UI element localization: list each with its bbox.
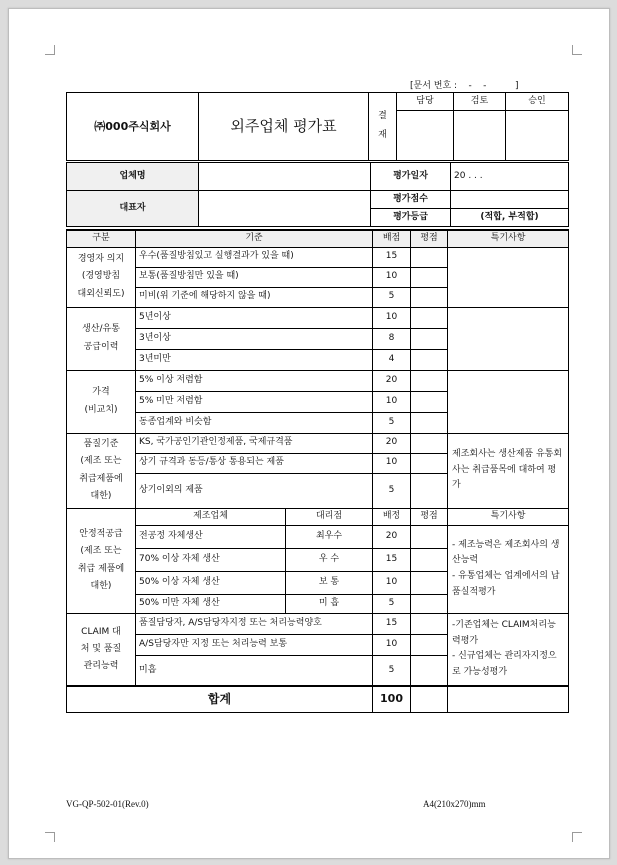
section-label: 경영자 의지 (경영방침 대외신뢰도) xyxy=(67,247,136,307)
criteria-cell: 3년미만 xyxy=(136,349,373,370)
section-label: 안정적공급 (제조 또는 취급 제품에 대한) xyxy=(67,508,136,613)
points-cell: 5 xyxy=(373,287,411,307)
remarks-input[interactable] xyxy=(448,370,569,433)
points-cell: 20 xyxy=(373,525,411,548)
header-table xyxy=(66,92,569,161)
score-input[interactable] xyxy=(411,287,448,307)
criteria-cell: 상기 규격과 동등/통상 통용되는 제품 xyxy=(136,453,373,473)
grade-field[interactable]: (적합, 부적합) xyxy=(451,209,569,227)
remarks-note: 제조회사는 생산제품 유통회사는 취급품목에 대하여 평가 xyxy=(448,433,569,508)
score-input[interactable] xyxy=(411,634,448,655)
sign-box-approve[interactable] xyxy=(506,111,569,161)
maker-cell: 50% 이상 자체 생산 xyxy=(136,571,286,594)
score-input[interactable] xyxy=(411,613,448,634)
remarks-input[interactable] xyxy=(448,247,569,307)
criteria-cell: 우수(품질방침있고 실행결과가 있을 때) xyxy=(136,247,373,267)
points-cell: 5 xyxy=(373,594,411,613)
criteria-cell: 5% 미만 저렴함 xyxy=(136,391,373,412)
form-title: 외주업체 평가표 xyxy=(199,93,369,161)
sub-header-score: 평점 xyxy=(411,508,448,525)
score-input[interactable] xyxy=(411,391,448,412)
date-field[interactable]: 20 . . . xyxy=(451,163,569,191)
corner-mark xyxy=(572,832,582,842)
sign-box-staff[interactable] xyxy=(397,111,454,161)
col-criteria: 기준 xyxy=(136,230,373,247)
col-remarks: 특기사항 xyxy=(448,230,569,247)
points-cell: 5 xyxy=(373,412,411,433)
points-cell: 15 xyxy=(373,247,411,267)
score-input[interactable] xyxy=(411,370,448,391)
score-input[interactable] xyxy=(411,655,448,686)
approval-label: 결 재 xyxy=(369,93,397,161)
agency-cell: 최우수 xyxy=(286,525,373,548)
points-cell: 20 xyxy=(373,370,411,391)
points-cell: 10 xyxy=(373,571,411,594)
remarks-note: -기존업체는 CLAIM처리능력평가 - 신규업체는 관리자지정으로 가능성평가 xyxy=(448,613,569,686)
score-input[interactable] xyxy=(411,594,448,613)
criteria-cell: KS, 국가공인기관인정제품, 국제규격품 xyxy=(136,433,373,453)
criteria-cell: 상기이외의 제품 xyxy=(136,473,373,508)
remarks-note: - 제조능력은 제조회사의 생산능력 - 유통업체는 업계에서의 납품실적평가 xyxy=(448,525,569,613)
corner-mark xyxy=(45,45,55,55)
points-cell: 10 xyxy=(373,453,411,473)
section-label: CLAIM 대 처 및 품질 관리능력 xyxy=(67,613,136,686)
score-input[interactable] xyxy=(411,412,448,433)
points-cell: 8 xyxy=(373,328,411,349)
col-points: 배점 xyxy=(373,230,411,247)
info-table xyxy=(66,162,569,227)
sub-header-agency: 대리점 xyxy=(286,508,373,525)
evaluation-table xyxy=(66,229,569,713)
score-input[interactable] xyxy=(411,307,448,328)
score-label: 평가점수 xyxy=(371,191,451,209)
section-label: 품질기준 (제조 또는 취급제품에 대한) xyxy=(67,433,136,508)
score-input[interactable] xyxy=(411,473,448,508)
corner-mark xyxy=(45,832,55,842)
grade-label: 평가등급 xyxy=(371,209,451,227)
document-number: [문서 번호 : - - ] xyxy=(410,81,519,91)
criteria-cell: 5% 이상 저렴함 xyxy=(136,370,373,391)
section-label: 생산/유통 공급이력 xyxy=(67,307,136,370)
score-input[interactable] xyxy=(411,328,448,349)
criteria-cell: 미비(위 기준에 해당하지 않을 때) xyxy=(136,287,373,307)
score-input[interactable] xyxy=(411,349,448,370)
points-cell: 15 xyxy=(373,548,411,571)
points-cell: 4 xyxy=(373,349,411,370)
company-name: ㈜000주식회사 xyxy=(67,93,199,161)
points-cell: 5 xyxy=(373,473,411,508)
points-cell: 10 xyxy=(373,307,411,328)
company-label: 업체명 xyxy=(67,163,199,191)
total-remarks[interactable] xyxy=(448,686,569,712)
points-cell: 10 xyxy=(373,391,411,412)
form-code: VG-QP-502-01(Rev.0) xyxy=(66,799,149,809)
score-input[interactable] xyxy=(411,548,448,571)
criteria-cell: 미흡 xyxy=(136,655,373,686)
total-label: 합계 xyxy=(67,686,373,712)
criteria-cell: 동종업계와 비슷함 xyxy=(136,412,373,433)
score-input[interactable] xyxy=(411,267,448,287)
sub-header-maker: 제조업체 xyxy=(136,508,286,525)
total-score-input[interactable] xyxy=(411,686,448,712)
section-label: 가격 (비교치) xyxy=(67,370,136,433)
sub-header-points: 배정 xyxy=(373,508,411,525)
criteria-cell: 5년이상 xyxy=(136,307,373,328)
criteria-cell: A/S담당자만 지정 또는 처리능력 보통 xyxy=(136,634,373,655)
col-score: 평점 xyxy=(411,230,448,247)
criteria-cell: 3년이상 xyxy=(136,328,373,349)
criteria-cell: 품질담당자, A/S담당자지정 또는 처리능력양호 xyxy=(136,613,373,634)
col-category: 구분 xyxy=(67,230,136,247)
score-field[interactable] xyxy=(451,191,569,209)
points-cell: 10 xyxy=(373,267,411,287)
agency-cell: 우 수 xyxy=(286,548,373,571)
approval-col-review: 검토 xyxy=(454,93,506,111)
score-input[interactable] xyxy=(411,571,448,594)
criteria-cell: 보통(품질방침만 있을 때) xyxy=(136,267,373,287)
sub-header-remarks: 특기사항 xyxy=(448,508,569,525)
maker-cell: 전공정 자체생산 xyxy=(136,525,286,548)
company-field[interactable] xyxy=(199,163,371,191)
points-cell: 15 xyxy=(373,613,411,634)
maker-cell: 50% 미만 자체 생산 xyxy=(136,594,286,613)
date-label: 평가일자 xyxy=(371,163,451,191)
rep-field[interactable] xyxy=(199,191,371,227)
points-cell: 20 xyxy=(373,433,411,453)
score-input[interactable] xyxy=(411,247,448,267)
agency-cell: 미 흡 xyxy=(286,594,373,613)
remarks-input[interactable] xyxy=(448,307,569,370)
rep-label: 대표자 xyxy=(67,191,199,227)
score-input[interactable] xyxy=(411,525,448,548)
sign-box-review[interactable] xyxy=(454,111,506,161)
approval-col-approve: 승인 xyxy=(506,93,569,111)
maker-cell: 70% 이상 자체 생산 xyxy=(136,548,286,571)
approval-col-staff: 담당 xyxy=(397,93,454,111)
points-cell: 5 xyxy=(373,655,411,686)
score-input[interactable] xyxy=(411,433,448,453)
agency-cell: 보 통 xyxy=(286,571,373,594)
points-cell: 10 xyxy=(373,634,411,655)
score-input[interactable] xyxy=(411,453,448,473)
paper-size: A4(210x270)mm xyxy=(423,799,486,809)
total-points: 100 xyxy=(373,686,411,712)
corner-mark xyxy=(572,45,582,55)
